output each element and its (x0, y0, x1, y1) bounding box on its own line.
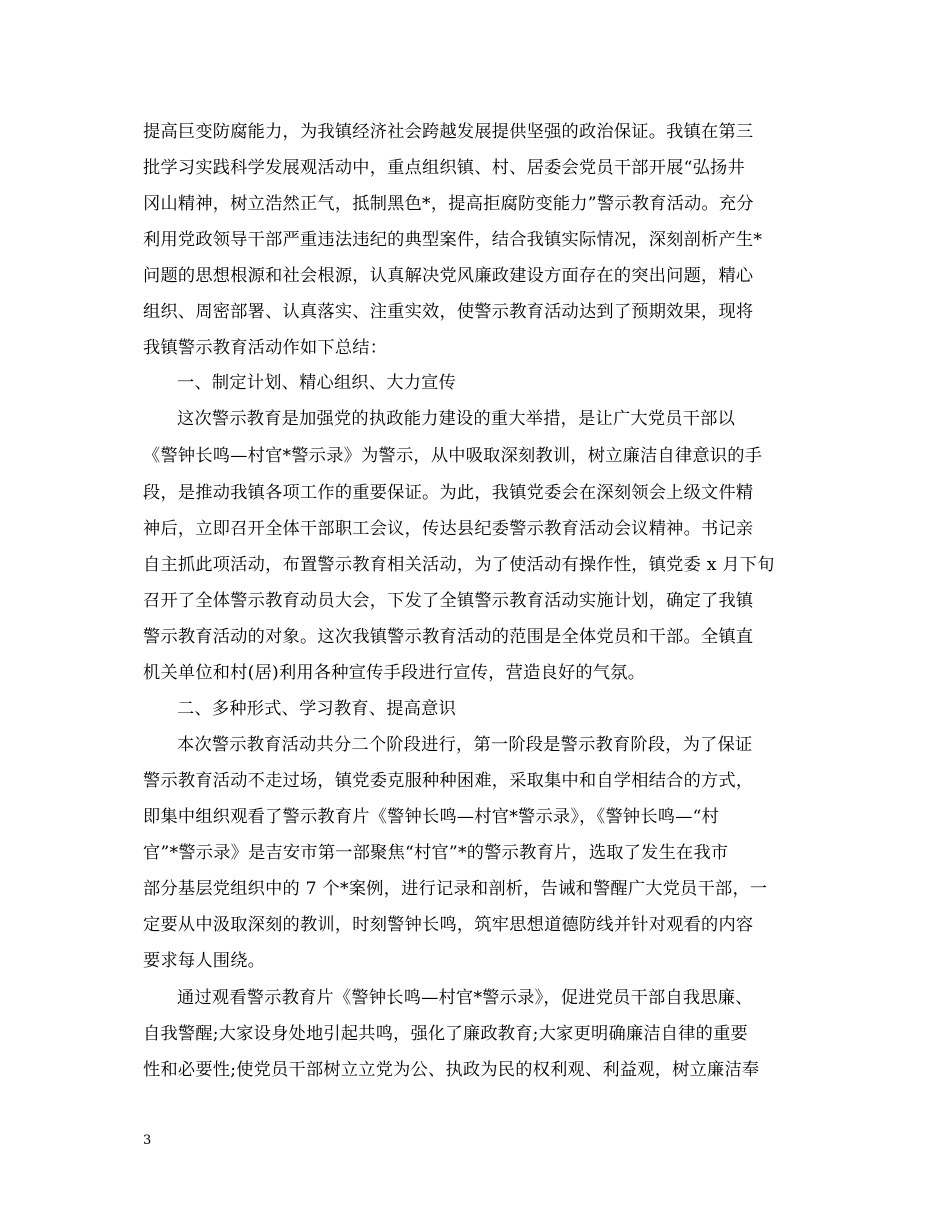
text-line: 问题的思想根源和社会根源，认真解决党风廉政建设方面存在的突出问题，精心 (143, 266, 754, 286)
text-line: 召开了全体警示教育动员大会，下发了全镇警示教育活动实施计划，确定了我镇 (143, 591, 754, 611)
text-line: 神后，立即召开全体干部职工会议，传达县纪委警示教育活动会议精神。书记亲 (143, 519, 754, 539)
text-line: 性和必要性;使党员干部树立立党为公、执政为民的权利观、利益观，树立廉洁奉 (143, 1060, 760, 1080)
text-line: 自我警醒;大家设身处地引起共鸣，强化了廉政教育;大家更明确廉洁自律的重要 (143, 1024, 748, 1044)
text-line: 定要从中汲取深刻的教训，时刻警钟长鸣，筑牢思想道德防线并针对观看的内容 (143, 915, 754, 935)
text-line: 批学习实践科学发展观活动中，重点组织镇、村、居委会党员干部开展“弘扬井 (143, 158, 745, 178)
text-line: 组织、周密部署、认真落实、注重实效，使警示教育活动达到了预期效果，现将 (143, 302, 754, 322)
text-line: 《警钟长鸣—村官*警示录》为警示，从中吸取深刻教训，树立廉洁自律意识的手 (143, 446, 763, 466)
text-line: 通过观看警示教育片《警钟长鸣—村官*警示录》，促进党员干部自我思廉、 (177, 988, 753, 1008)
section-heading: 一、制定计划、精心组织、大力宣传 (177, 373, 457, 393)
text-line: 机关单位和村(居)利用各种宣传手段进行宣传，营造良好的气氛。 (143, 663, 646, 683)
text-line: 我镇警示教育活动作如下总结： (143, 338, 388, 358)
text-line: 这次警示教育是加强党的执政能力建设的重大举措，是让广大党员干部以 (177, 409, 736, 429)
text-line: 段，是推动我镇各项工作的重要保证。为此，我镇党委会在深刻领会上级文件精 (143, 483, 754, 503)
text-line: 自主抓此项活动，布置警示教育相关活动，为了使活动有操作性，镇党委 x 月下旬 (143, 555, 775, 575)
section-heading: 二、多种形式、学习教育、提高意识 (177, 699, 457, 719)
text-line: 本次警示教育活动共分二个阶段进行，第一阶段是警示教育阶段，为了保证 (177, 735, 753, 755)
text-line: 警示教育活动的对象。这次我镇警示教育活动的范围是全体党员和干部。全镇直 (143, 627, 754, 647)
text-line: 即集中组织观看了警示教育片《警钟长鸣—村官*警示录》，《警钟长鸣—“村 (143, 807, 720, 827)
text-line: 警示教育活动不走过场，镇党委克服种种困难，采取集中和自学相结合的方式， (143, 771, 754, 791)
text-line: 冈山精神，树立浩然正气，抵制黑色*，提高拒腐防变能力”警示教育活动。充分 (143, 194, 754, 214)
text-line: 要求每人围绕。 (143, 951, 266, 971)
page-number: 3 (143, 1133, 152, 1148)
text-line: 利用党政领导干部严重违法违纪的典型案件，结合我镇实际情况，深刻剖析产生* (143, 230, 763, 250)
text-line: 提高巨变防腐能力，为我镇经济社会跨越发展提供坚强的政治保证。我镇在第三 (143, 122, 754, 142)
text-line: 部分基层党组织中的 7 个*案例，进行记录和剖析，告诫和警醒广大党员干部，一 (143, 879, 768, 899)
text-line: 官”*警示录》是吉安市第一部聚焦“村官”*的警示教育片，选取了发生在我市 (143, 843, 729, 863)
